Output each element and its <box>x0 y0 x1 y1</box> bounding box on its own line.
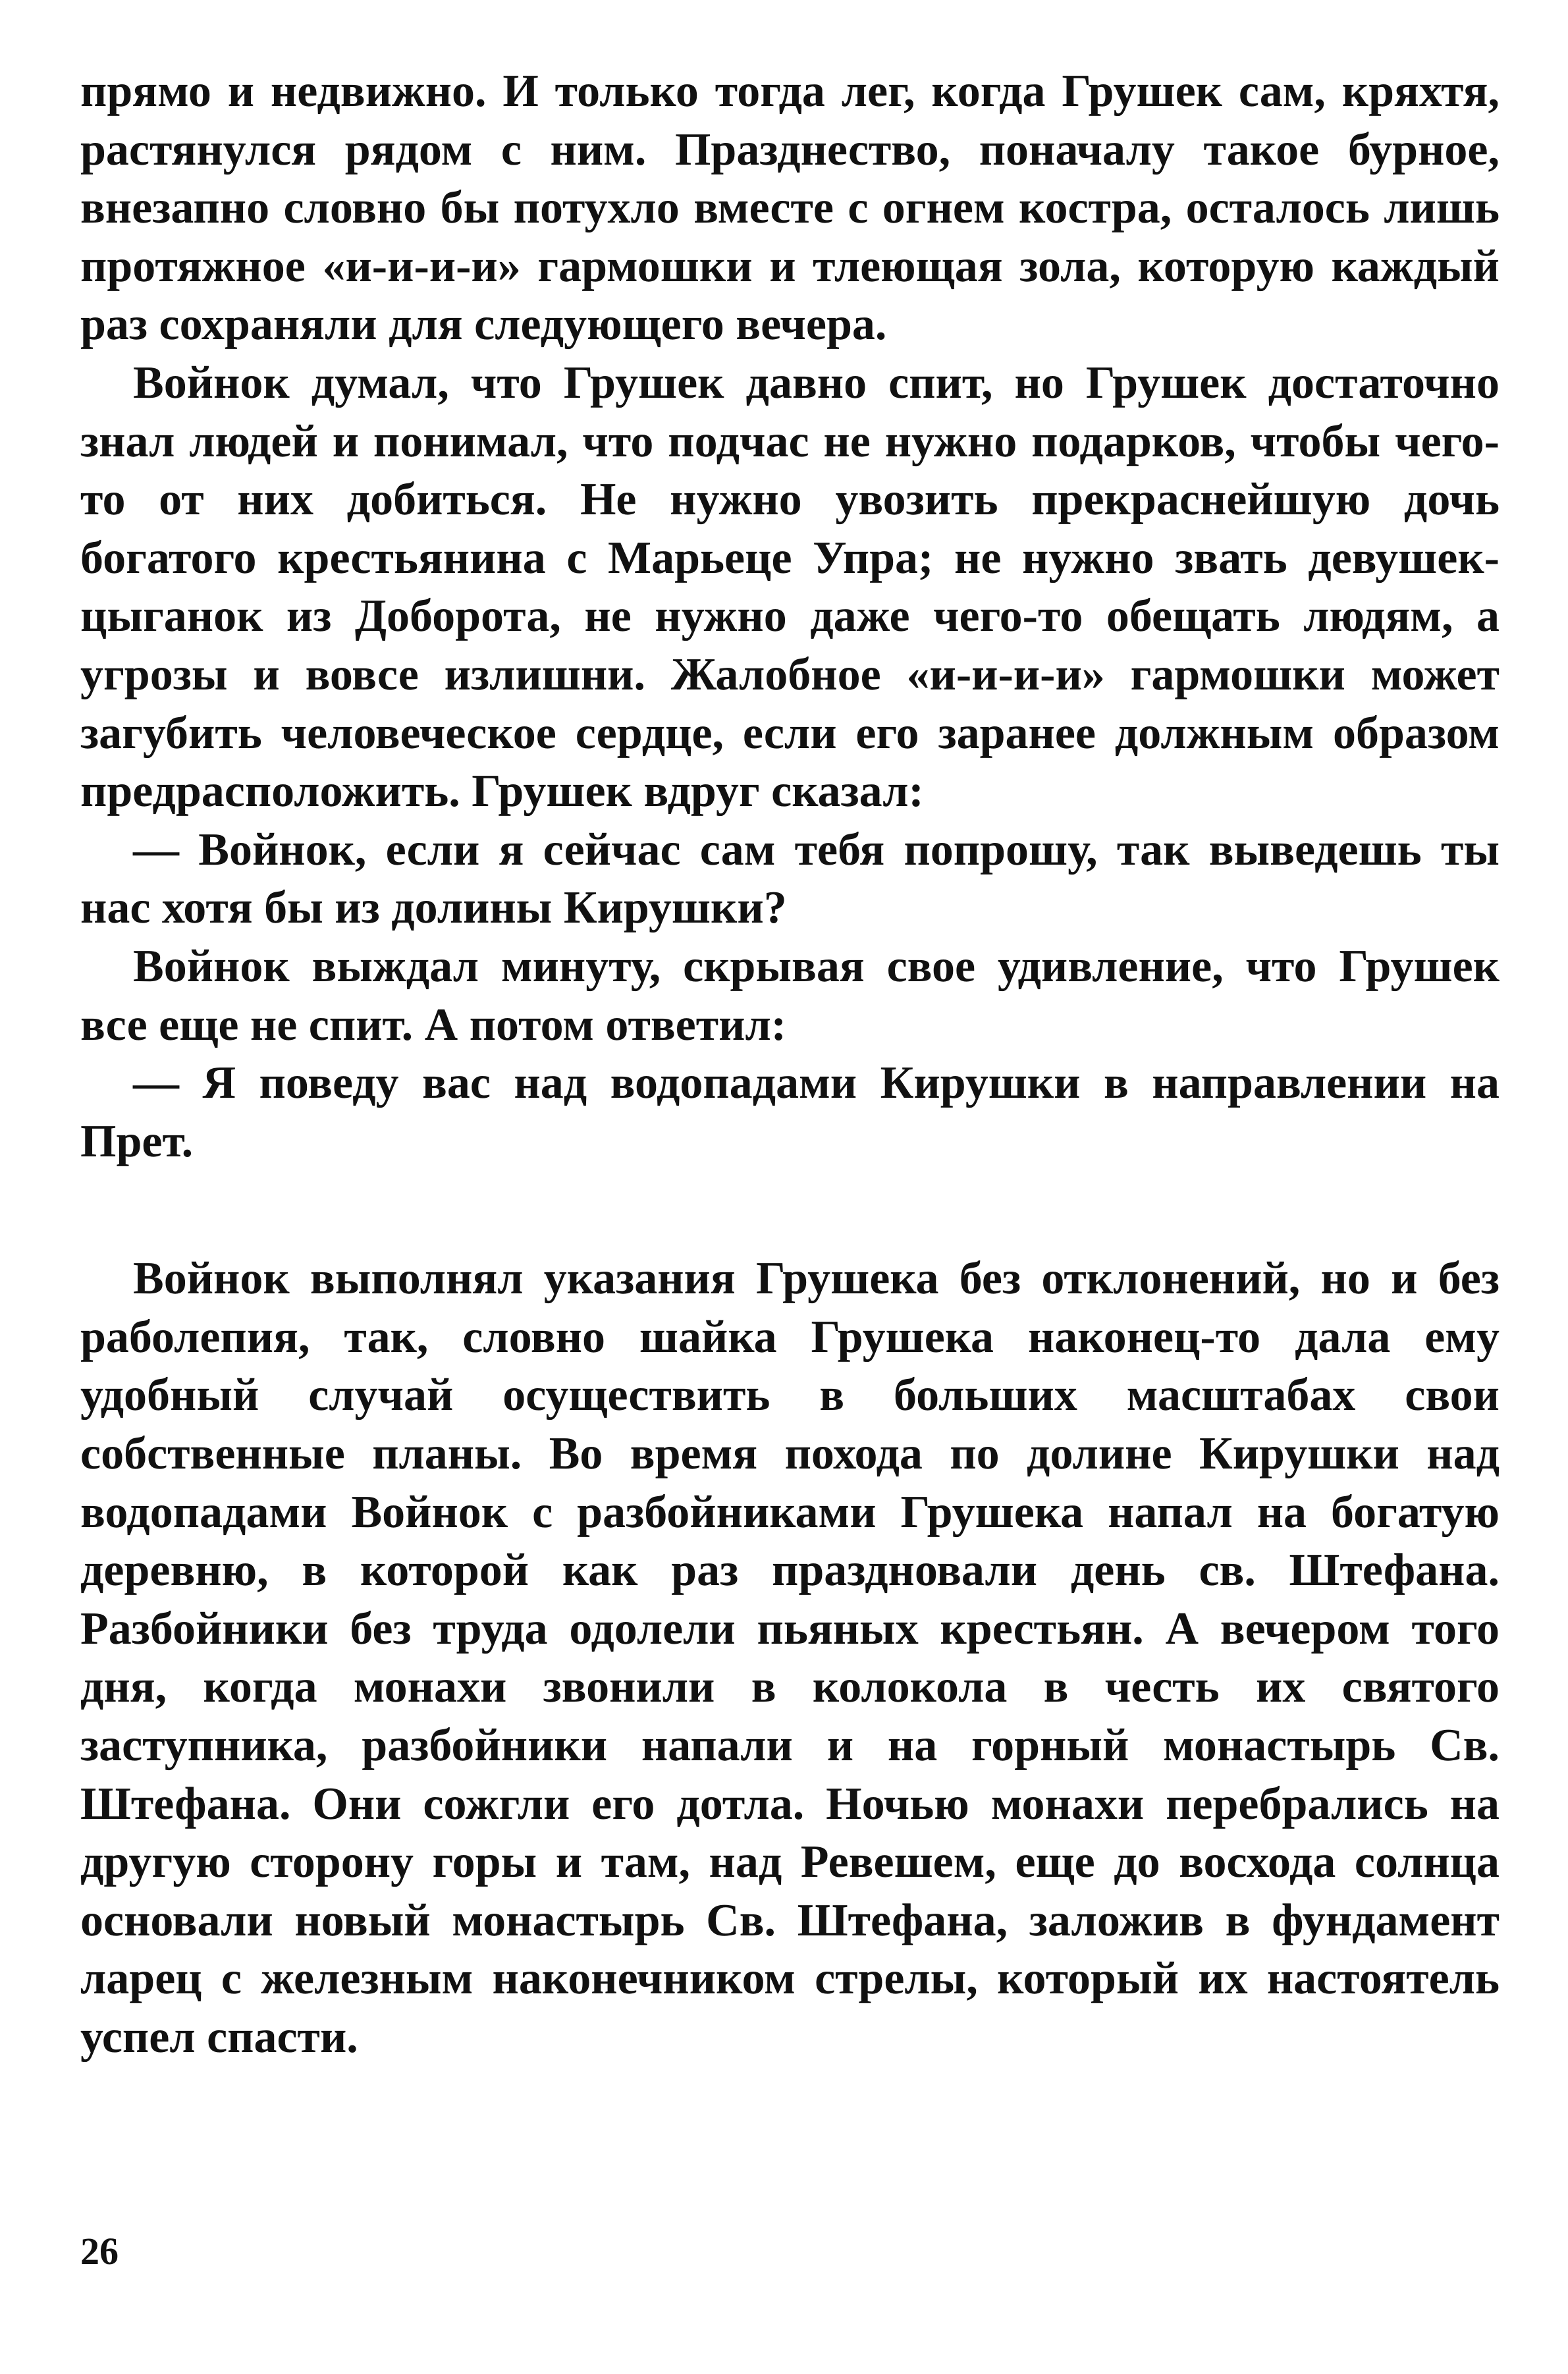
dialogue-line: — Войнок, если я сейчас сам тебя попрошу, так выведешь ты нас хотя бы из долины Кирушки? <box>80 824 1500 934</box>
section-break <box>80 1171 1500 1250</box>
page-number: 26 <box>80 2230 119 2273</box>
dialogue-line: — Я поведу вас над водопадами Кирушки в направлении на Прет. <box>80 1058 1500 1167</box>
paragraph: Войнок думал, что Грушек давно спит, но Грушек достаточно знал людей и понимал, что подчас не нужно подарков, чтобы чего-то от них добиться. Не нужно увозить прекраснейшую дочь богатого крестьянина с Марьеце Упра; не нужно звать девушек-цыганок из Доборота, не нужно даже чего-то обещать людям, а угрозы и вовсе излишни. Жалобное «и-и-и-и» гармошки может загубить человеческое сердце, если его заранее должным образом предрасположить. Грушек вдруг сказал: <box>80 357 1500 817</box>
paragraph-continuation: прямо и недвижно. И только тогда лег, когда Грушек сам, кряхтя, растянулся рядом с ним. Празднество, поначалу такое бурное, внезапно словно бы потухло вместе с огнем костра, осталось лишь протяжное «и-и-и-и» гармошки и тлеющая зола, которую каждый раз сохраняли для следующего вечера. <box>80 66 1500 350</box>
page-text <box>80 63 1500 2067</box>
paragraph: Войнок выждал минуту, скрывая свое удивление, что Грушек все еще не спит. А потом ответил: <box>80 940 1500 1050</box>
paragraph: Войнок выполнял указания Грушека без отклонений, но и без раболепия, так, словно шайка Грушека наконец-то дала ему удобный случай осуществить в больших масштабах свои собственные планы. Во время похода по долине Кирушки над водопадами Войнок с разбойниками Грушека напал на богатую деревню, в которой как раз праздновали день св. Штефана. Разбойники без труда одолели пьяных крестьян. А вечером того дня, когда монахи звонили в колокола в честь их святого заступника, разбойники напали и на горный монастырь Св. Штефана. Они сожгли его дотла. Ночью монахи перебрались на другую сторону горы и там, над Ревешем, еще до восхода солнца основали новый монастырь Св. Штефана, заложив в фундамент ларец с железным наконечником стрелы, который их настоятель успел спасти. <box>80 1253 1500 2063</box>
